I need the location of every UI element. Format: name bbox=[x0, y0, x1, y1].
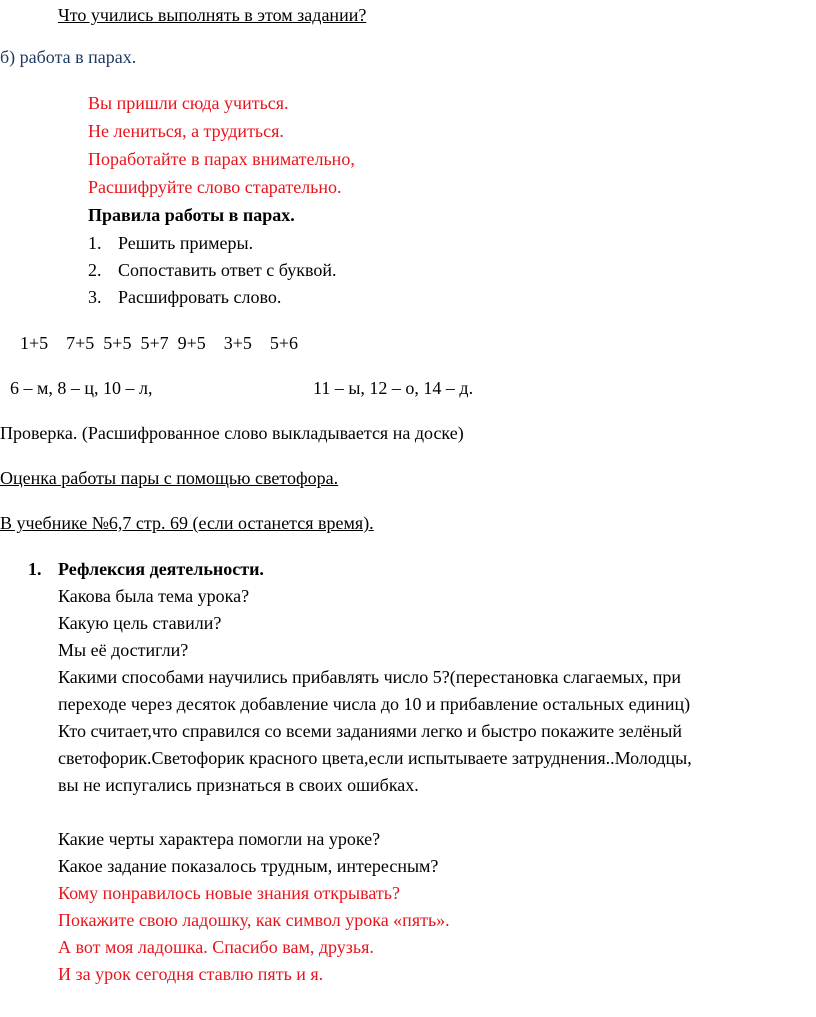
reflection-line: светофорик.Светофорик красного цвета,если испытываете затруднения..Молодцы, bbox=[58, 748, 692, 768]
reflection-line: переходе через десяток добавление числа до 10 и прибавление остальных единиц) bbox=[58, 694, 691, 714]
rule-number: 2. bbox=[88, 260, 102, 280]
question-heading: Что учились выполнять в этом задании? bbox=[58, 5, 367, 25]
closing-poem-line: И за урок сегодня ставлю пять и я. bbox=[58, 964, 324, 984]
closing-poem-line: Кому понравилось новые знания открывать? bbox=[58, 883, 400, 903]
reflection-line: Какова была тема урока? bbox=[58, 586, 250, 606]
poem-line: Поработайте в парах внимательно, bbox=[88, 149, 355, 169]
question-line: Какое задание показалось трудным, интересным? bbox=[58, 856, 439, 876]
reflection-line: Какую цель ставили? bbox=[58, 613, 222, 633]
rules-title: Правила работы в парах. bbox=[88, 205, 295, 225]
reflection-heading bbox=[28, 556, 264, 583]
letter-key-left: 6 – м, 8 – ц, 10 – л, bbox=[10, 378, 153, 398]
check-line: Проверка. (Расшифрованное слово выкладывается на доске) bbox=[0, 423, 464, 443]
reflection-title: Рефлексия деятельности. bbox=[58, 559, 264, 579]
rule-number: 3. bbox=[88, 287, 102, 307]
section-b-title: б) работа в парах. bbox=[0, 47, 137, 67]
rule-number: 1. bbox=[88, 233, 102, 253]
rule-item bbox=[88, 230, 253, 257]
examples-row: 1+5 7+5 5+5 5+7 9+5 3+5 5+6 bbox=[20, 333, 299, 353]
rule-text: Решить примеры. bbox=[118, 233, 254, 253]
rule-text: Расшифровать слово. bbox=[118, 287, 282, 307]
reflection-number: 1. bbox=[28, 559, 42, 579]
rule-item bbox=[88, 284, 281, 311]
reflection-line: вы не испугались признаться в своих ошибках. bbox=[58, 775, 419, 795]
reflection-line: Кто считает,что справился со всеми заданиями легко и быстро покажите зелёный bbox=[58, 721, 683, 741]
closing-poem-line: Покажите свою ладошку, как символ урока «пять». bbox=[58, 910, 450, 930]
rule-text: Сопоставить ответ с буквой. bbox=[118, 260, 337, 280]
evaluation-line: Оценка работы пары с помощью светофора. bbox=[0, 468, 339, 488]
rule-item bbox=[88, 257, 336, 284]
poem-line: Расшифруйте слово старательно. bbox=[88, 177, 342, 197]
poem-line: Не лениться, а трудиться. bbox=[88, 121, 284, 141]
question-line: Какие черты характера помогли на уроке? bbox=[58, 829, 381, 849]
textbook-line: В учебнике №6,7 стр. 69 (если останется время). bbox=[0, 513, 374, 533]
reflection-line: Какими способами научились прибавлять число 5?(перестановка слагаемых, при bbox=[58, 667, 682, 687]
reflection-line: Мы её достигли? bbox=[58, 640, 189, 660]
poem-line: Вы пришли сюда учиться. bbox=[88, 93, 289, 113]
closing-poem-line: А вот моя ладошка. Спасибо вам, друзья. bbox=[58, 937, 374, 957]
letter-key-right: 11 – ы, 12 – о, 14 – д. bbox=[313, 378, 474, 398]
